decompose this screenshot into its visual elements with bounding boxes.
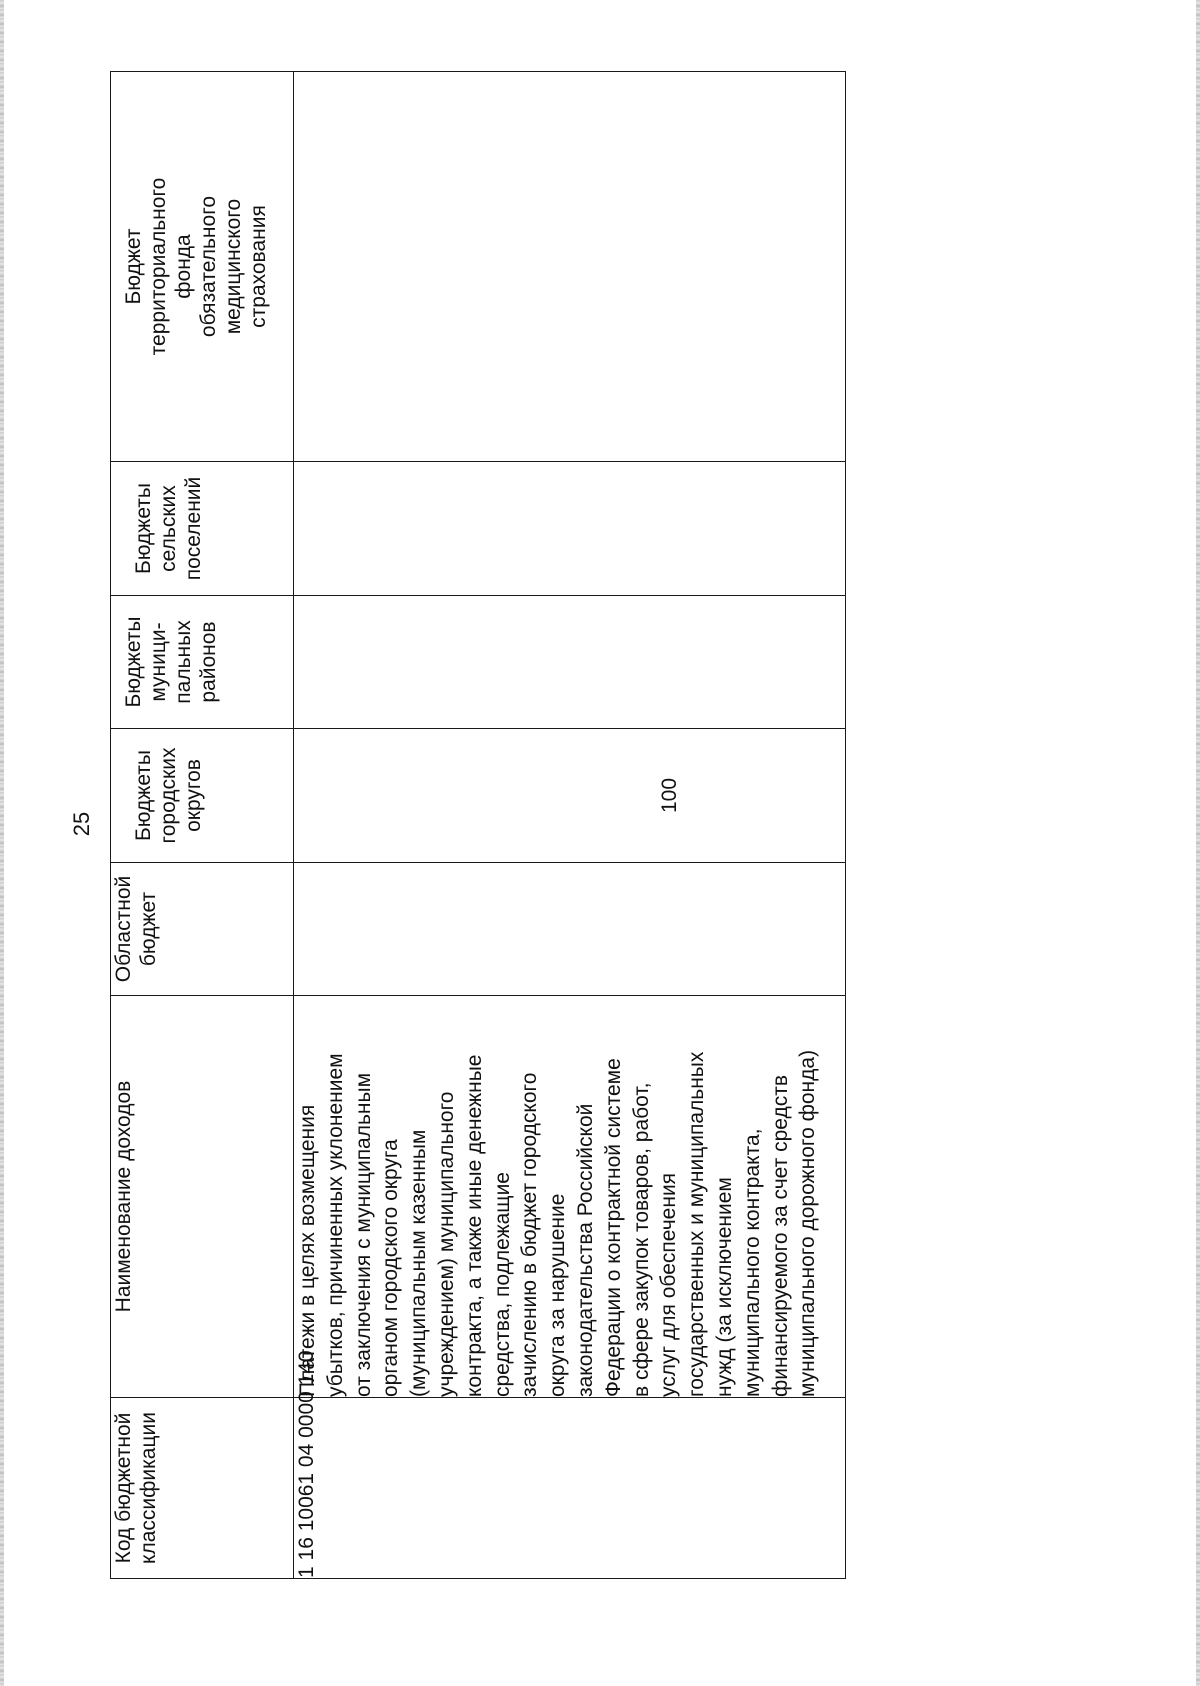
row-regional-budget [294,863,846,996]
scan-edge-left [0,0,4,1686]
header-name: Наименование доходов [111,996,294,1398]
row-rural-settlements [294,462,846,596]
header-code: Код бюджетной классификации [111,1398,294,1579]
header-city-districts: Бюджеты городских округов [111,729,294,863]
header-row [111,72,294,1579]
header-territorial-fund: Бюджет территориального фонда обязательного медицинского страхования [111,72,294,462]
income-table-container [110,72,845,1579]
row-code: 1 16 10061 04 0000 140 [294,1398,846,1579]
header-municipal-districts: Бюджеты муници- пальных районов [111,596,294,729]
row-name: Платежи в целях возмещения убытков, причиненных уклонением от заключения с муниципальным органом городского округа (муниципальным казенным учреждением) муниципального контракта, а также иные денежные средства, подлежащие зачислению в бюджет городского округа за нарушение законодательства Российской Федерации о контрактной системе в сфере закупок товаров, работ, услуг для обеспечения государственных и муниципальных нужд (за исключением муниципального контракта, финансируемого за счет средств муниципального дорожного фонда) [294,996,846,1398]
row-territorial-fund [294,72,846,462]
table-row [294,72,846,1579]
row-city-districts: 100 [294,729,846,863]
header-regional-budget: Областной бюджет [111,863,294,996]
page-number: 25 [69,811,94,837]
row-municipal-districts [294,596,846,729]
scan-edge-right [1196,0,1200,1686]
income-distribution-table [110,71,846,1579]
header-rural-settlements: Бюджеты сельских поселений [111,462,294,596]
